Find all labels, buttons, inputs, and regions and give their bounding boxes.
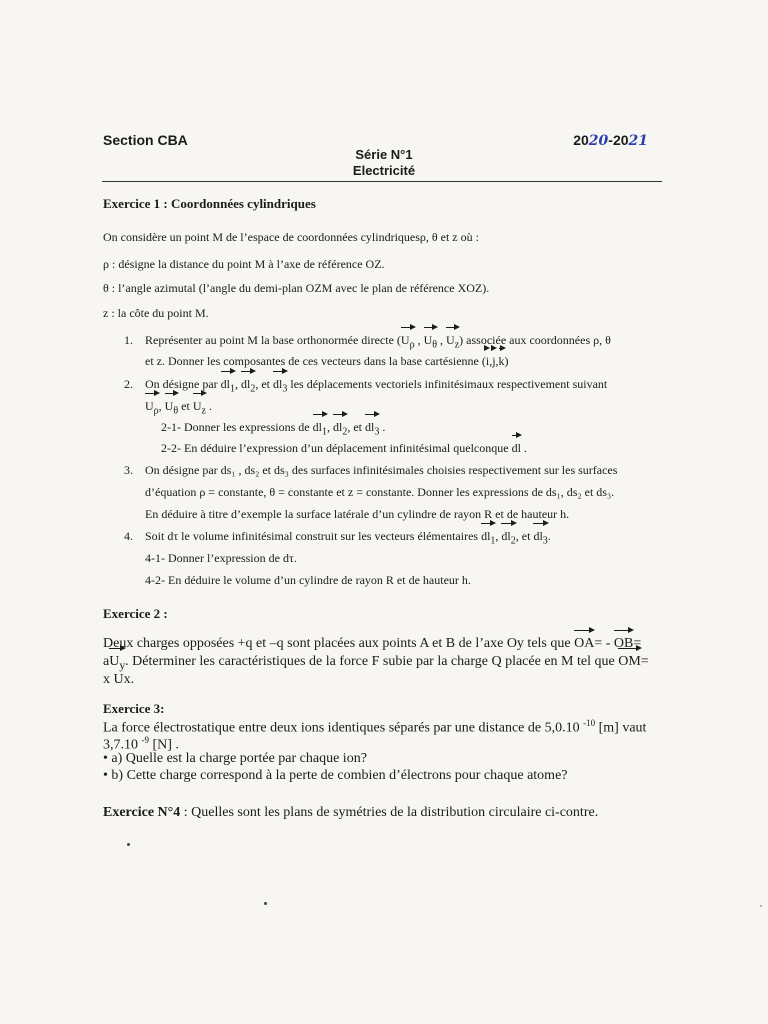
exercise-3-question-b: • b) Cette charge correspond à la perte de combien d’électrons pour chaque atome? [103, 768, 568, 783]
question-3-line-2: d’équation ρ = constante, θ = constante et z = constante. Donner les expressions de ds₁, ds₂ et ds₃. [145, 485, 615, 499]
series-title: Série N°1 [355, 147, 413, 162]
subject-title: Electricité [352, 163, 416, 178]
scan-speck [127, 843, 130, 846]
question-3-number: 3. [124, 463, 133, 477]
question-4-number: 4. [124, 529, 133, 543]
question-3-line-3: En déduire à titre d’exemple la surface latérale d’un cylindre de rayon R et de hauteur h. [145, 507, 570, 521]
question-1-line-1: Représenter au point M la base orthonormée directe ($U_\rho$ , $U_\theta$ , $U_z$) associée aux coordonnées ρ, θ [145, 333, 611, 351]
question-2-line-1: On désigne par $dl_1$, $dl_2$, et $dl_3$ les déplacements vectoriels infinitésimaux respectivement suivant [145, 377, 608, 395]
exercise-1-intro: On considère un point M de l’espace de coordonnées cylindriquesρ, θ et z où : [103, 230, 479, 244]
academic-year: 2020-2021 [573, 132, 648, 149]
exercise-3-line-2: 3,7.10 $^{-9}$ [N] . [103, 735, 179, 753]
section-label: Section CBA [103, 132, 188, 148]
question-4-2: 4-2- En déduire le volume d’un cylindre de rayon R et de hauteur h. [145, 573, 471, 587]
question-2-2: 2-2- En déduire l’expression d’un déplacement infinitésimal quelconque dl . [161, 441, 527, 455]
exercise-2-title: Exercice 2 : [103, 606, 168, 621]
question-2-line-2: $U_\rho$, $U_\theta$ et $U_z$ . [145, 399, 212, 417]
exercise-2-line-2: $aU_y$. Déterminer les caractéristiques de la force F subie par la charge Q placée en M tel que OM= [103, 654, 649, 672]
exercise-3-title: Exercice 3: [103, 701, 165, 716]
exercise-1-title: Exercice 1 : Coordonnées cylindriques [103, 196, 316, 211]
theta-definition: θ : l’angle azimutal (l’angle du demi-plan OZM avec le plan de référence XOZ). [103, 281, 490, 295]
question-2-1: 2-1- Donner les expressions de $dl_1$, $dl_2$, et $dl_3$ . [161, 420, 386, 438]
header-divider [102, 181, 662, 182]
question-2-number: 2. [124, 377, 133, 391]
exercise-2-line-1: Deux charges opposées +q et –q sont placées aux points A et B de l’axe Oy tels que OA= - OB= [103, 636, 642, 651]
z-definition: z : la côte du point M. [103, 306, 209, 320]
question-3-line-1: On désigne par ds₁ , ds₂ et ds₃ des surfaces infinitésimales choisies respectivement sur les surfaces [145, 463, 618, 477]
scan-speck [760, 905, 762, 907]
question-4-1: 4-1- Donner l’expression de dτ. [145, 551, 297, 565]
question-1-line-2: et z. Donner les composantes de ces vecteurs dans la base cartésienne (i,j,k) [145, 354, 509, 368]
scan-speck [264, 902, 267, 905]
exercise-3-line-1: La force électrostatique entre deux ions identiques séparés par une distance de 5,0.10 $^{-10}$ [m] vaut [103, 718, 647, 736]
exercise-4-line: Exercice N°4 : Quelles sont les plans de symétries de la distribution circulaire ci-contre. [103, 805, 599, 820]
exercise-2-line-3: x Ux. [103, 672, 135, 687]
rho-definition: ρ : désigne la distance du point M à l’axe de référence OZ. [103, 257, 385, 271]
question-4-line-1: Soit dτ le volume infinitésimal construit sur les vecteurs élémentaires $dl_1$, $dl_2$, et $dl_3$. [145, 529, 551, 547]
exercise-3-question-a: • a) Quelle est la charge portée par chaque ion? [103, 751, 367, 766]
question-1-number: 1. [124, 333, 133, 347]
